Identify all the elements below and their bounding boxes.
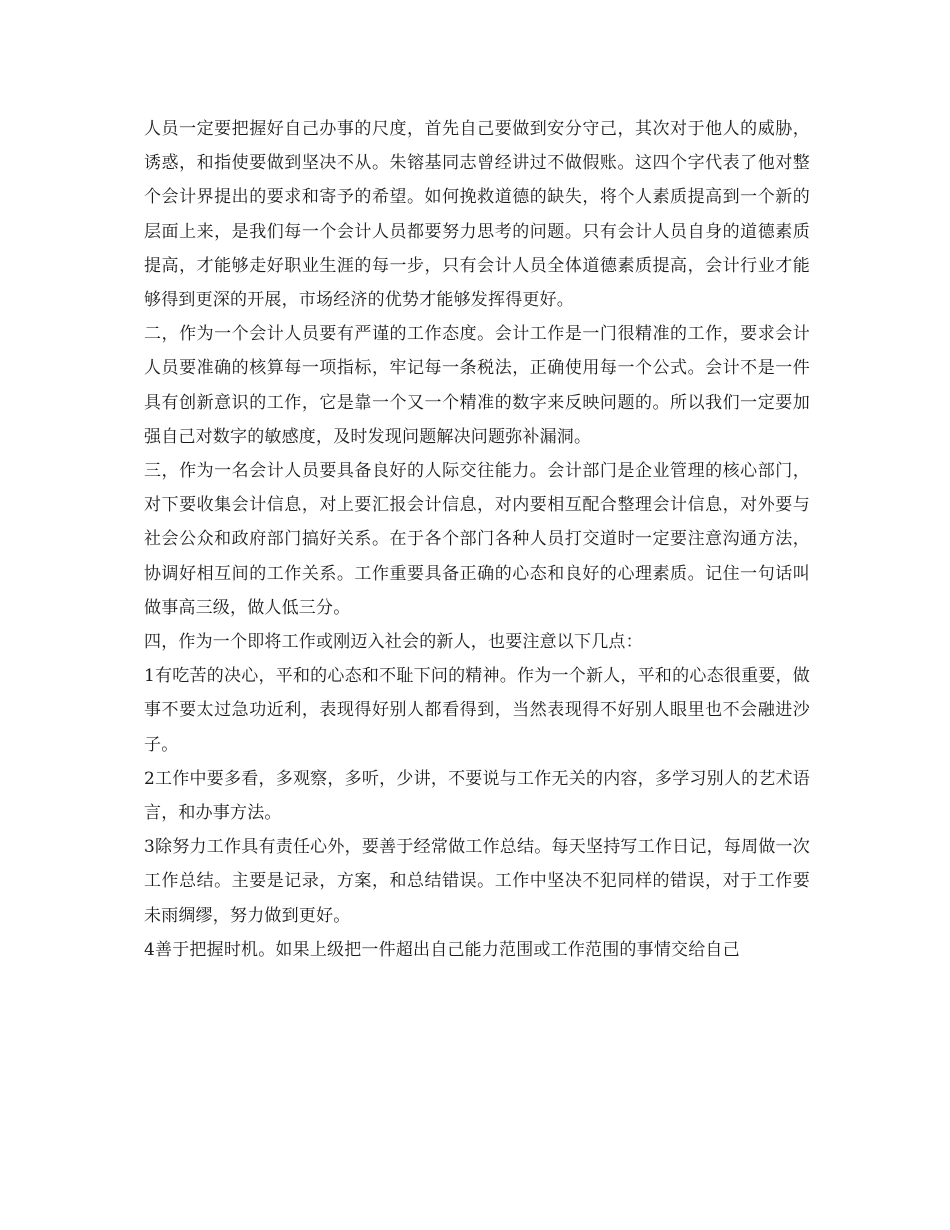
list-item-4: 4善于把握时机。如果上级把一件超出自己能力范围或工作范围的事情交给自己: [144, 939, 740, 960]
paragraph-section-three: 三，作为一名会计人员要具备良好的人际交往能力。会计部门是企业管理的核心部门，对下要收集会计信息，对上要汇报会计信息，对内要相互配合整理会计信息，对外要与社会公众和政府部门搞好关系。在于各个部门各种人员打交道时一定要注意沟通方法，协调好相互间的工作关系。工作重要具备正确的心态和良好的心理素质。记住一句话叫做事高三级，做人低三分。: [144, 461, 810, 618]
paragraph-section-four: 四，作为一个即将工作或刚迈入社会的新人，也要注意以下几点：: [144, 632, 643, 653]
paragraph-continuation: 人员一定要把握好自己办事的尺度，首先自己要做到安分守己，其次对于他人的威胁，诱惑，和指使要做到坚决不从。朱镕基同志曾经讲过不做假账。这四个字代表了他对整个会计界提出的要求和寄予的希望。如何挽救道德的缺失，将个人素质提高到一个新的层面上来，是我们每一个会计人员都要努力思考的问题。只有会计人员自身的道德素质提高，才能够走好职业生涯的每一步，只有会计人员全体道德素质提高，会计行业才能够得到更深的开展，市场经济的优势才能够发挥得更好。: [144, 119, 810, 311]
paragraph-section-two: 二，作为一个会计人员要有严谨的工作态度。会计工作是一门很精准的工作，要求会计人员要准确的核算每一项指标，牢记每一条税法，正确使用每一个公式。会计不是一件具有创新意识的工作，它是靠一个又一个精准的数字来反映问题的。所以我们一定要加强自己对数字的敏感度，及时发现问题解决问题弥补漏洞。: [144, 324, 810, 447]
list-item-3: 3除努力工作具有责任心外，要善于经常做工作总结。每天坚持写工作日记，每周做一次工作总结。主要是记录，方案，和总结错误。工作中坚决不犯同样的错误，对于工作要未雨绸缪，努力做到更好。: [144, 837, 810, 926]
document-body: [144, 112, 810, 967]
list-item-1: 1有吃苦的决心，平和的心态和不耻下问的精神。作为一个新人，平和的心态很重要，做事不要太过急功近利，表现得好别人都看得到，当然表现得不好别人眼里也不会融进沙子。: [144, 666, 810, 755]
list-item-2: 2工作中要多看，多观察，多听，少讲，不要说与工作无关的内容，多学习别人的艺术语言，和办事方法。: [144, 768, 810, 824]
